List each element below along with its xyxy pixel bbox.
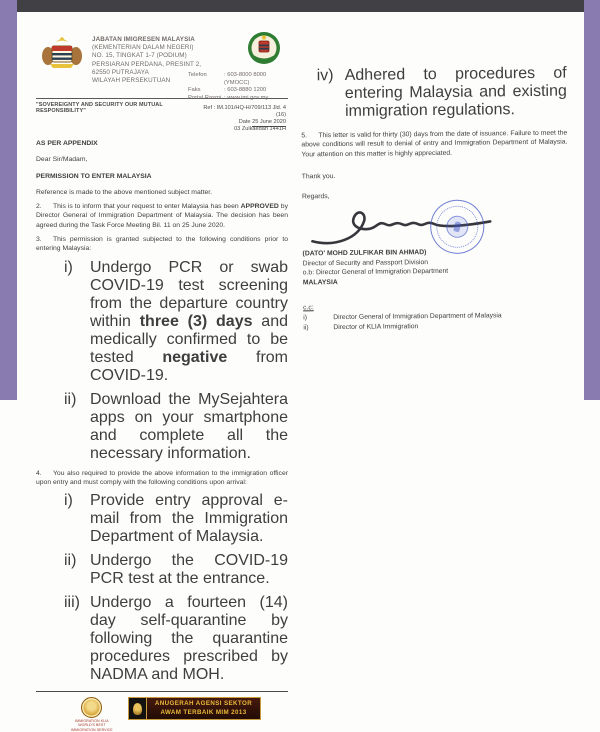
item-numeral: iv) — [316, 67, 334, 85]
regards-line: Regards, — [301, 193, 330, 201]
malaysia-coat-of-arms-icon — [40, 34, 84, 77]
cc-item-text: Director of KLIA Immigration — [333, 322, 419, 331]
contact-label: Portal Rasmi — [188, 94, 222, 101]
item-numeral: iii) — [64, 594, 80, 612]
agency-name: JABATAN IMIGRESEN MALAYSIA — [92, 36, 195, 43]
item-numeral: i) — [64, 492, 73, 510]
cc-label: c.c: — [303, 304, 314, 312]
item-numeral: ii) — [303, 324, 309, 332]
item-text: Undergo the COVID-19 PCR test at the entrance. — [90, 552, 288, 588]
award-seal — [63, 697, 121, 732]
agency-line: NO. 15, TINGKAT 1-7 (PODIUM) — [92, 52, 187, 60]
signatory-title: o.b: Director General of Immigration Department — [302, 268, 449, 277]
paragraph-5 — [301, 129, 567, 160]
item-text: Provide entry approval e-mail from the Immigration Department of Malaysia. — [90, 492, 288, 546]
condition-item-iv — [317, 65, 568, 122]
paragraph-number: 2. — [36, 203, 42, 211]
agency-line: PERSIARAN PERDANA, PRESINT 2, — [92, 60, 202, 68]
paragraph-1: Reference is made to the above mentioned subject matter. — [36, 188, 213, 196]
date-value: 25 June 2020 — [252, 119, 286, 125]
purple-frame-left — [0, 0, 17, 400]
contact-value: : 603-8880 1200 — [224, 87, 286, 95]
date-label: Date — [238, 119, 251, 125]
paragraph-text: This letter is valid for thirty (30) days from the date of issuance. Failure to meet the above conditions will result to denial of entry and Immigration Department of Malaysia. Your attention on this matter is highly appreciated. — [301, 129, 568, 158]
negative-emphasis: negative — [162, 348, 228, 366]
item-text — [90, 259, 288, 385]
item-numeral: ii) — [64, 390, 77, 408]
seal-caption-line: WORLD'S BEST — [78, 723, 106, 728]
paragraph-text: You also required to provide the above information to the immigration officer upon entry and must comply with the following conditions upon arrival: — [36, 469, 288, 486]
gold-seal-icon — [81, 697, 102, 718]
contact-value: : www.imi.gov.my — [224, 95, 286, 103]
paragraph-4 — [36, 469, 288, 488]
award-banner-line: AWAM TERBAIK MIM 2013 — [160, 708, 247, 716]
arrival-item-ii — [64, 552, 288, 588]
seal-caption-line: IMMIGRATION KLIA — [75, 719, 109, 724]
letterhead — [36, 30, 288, 101]
contact-row — [188, 87, 286, 95]
contact-label: Faks — [188, 87, 201, 94]
arrival-item-iii — [64, 594, 288, 684]
agency-line: 62550 PUTRAJAYA — [92, 68, 149, 76]
award-banner-emblem-icon — [129, 698, 147, 719]
contact-block — [188, 72, 286, 102]
paragraph-number: 5. — [301, 132, 308, 140]
item-numeral: ii) — [64, 552, 77, 570]
paragraph-number: 4. — [36, 469, 42, 477]
item-numeral: i) — [303, 314, 308, 322]
agency-line: (KEMENTERIAN DALAM NEGERI) — [92, 44, 194, 52]
letter-page-left — [36, 30, 288, 732]
item-text-part: Undergo PCR or swab COVID-19 test screening from the departure country within — [90, 258, 288, 330]
award-banner — [128, 697, 261, 720]
paragraph-2 — [36, 202, 288, 230]
reference-block — [200, 105, 288, 133]
letter-date — [200, 119, 286, 126]
reference-number: Ref : IM.101/HQ-H/709/113 Jld. 4 (16) — [203, 105, 286, 118]
page-footer — [36, 691, 288, 732]
item-text: Download the MySejahtera apps on your smartphone and complete all the necessary information. — [90, 390, 288, 462]
item-text-part: and medically confirmed to be tested — [90, 312, 288, 366]
motto-ref-row — [36, 101, 288, 133]
appendix-note: AS PER APPENDIX — [36, 140, 98, 147]
item-text: Adhered to procedures of entering Malaysia and existing immigration regulations. — [344, 64, 567, 120]
dark-top-bar — [17, 0, 584, 12]
item-text: Undergo a fourteen (14) day self-quarantine by following the quarantine procedures prescribed by NADMA and MOH. — [90, 594, 288, 684]
signatory-country: MALAYSIA — [302, 278, 338, 287]
three-days-emphasis: three (3) days — [139, 312, 253, 330]
salutation: Dear Sir/Madam, — [36, 156, 88, 164]
purple-frame-right — [584, 0, 600, 400]
approved-emphasis: APPROVED — [240, 203, 279, 211]
contact-label: Telefon — [188, 72, 207, 78]
arrival-item-i — [64, 492, 288, 546]
award-banner-line: ANUGERAH AGENSI SEKTOR — [154, 700, 253, 708]
contact-value: : 603-8000 8000 (YMOCC) — [224, 72, 286, 87]
cc-block — [303, 301, 569, 333]
condition-item-i — [64, 259, 288, 385]
signature-zone — [302, 201, 568, 250]
seal-caption — [63, 719, 121, 732]
item-text-part: from COVID-19. — [90, 348, 288, 384]
cc-item — [303, 320, 569, 332]
immigration-department-logo-icon — [246, 30, 282, 71]
paragraph-text: This is to inform that your request to enter Malaysia has been — [53, 203, 241, 211]
agency-line: WILAYAH PERSEKUTUAN — [92, 77, 171, 85]
agency-address — [92, 36, 201, 85]
condition-item-ii — [64, 391, 288, 463]
paragraph-text: by Director General of Immigration Department of Malaysia. The decision has been agreed during the Task Force Meeting Bil. 11 on 25 June 2020. — [36, 203, 288, 229]
contact-row — [188, 72, 286, 87]
hijri-date: 03 Zulkaedah 1441H — [234, 126, 286, 132]
thank-you-line: Thank you. — [301, 172, 336, 181]
signatory-title: Director of Security and Passport Division — [302, 258, 429, 268]
subject-line: PERMISSION TO ENTER MALAYSIA — [36, 172, 152, 180]
paragraph-text: This permission is granted subjected to the following conditions prior to entering Malaysia: — [36, 236, 288, 253]
motto-text: "SOVEREIGNTY AND SECURITY OUR MUTUAL RESPONSIBILITY" — [36, 102, 163, 114]
signatory-block — [303, 247, 569, 287]
letter-page-right — [301, 65, 570, 338]
item-numeral: i) — [64, 258, 73, 276]
paragraph-3 — [36, 235, 288, 254]
cc-item-text: Director General of Immigration Department of Malaysia — [333, 312, 502, 322]
signatory-name: (DATO' MOHD ZULFIKAR BIN AHMAD) — [302, 249, 427, 258]
paragraph-number: 3. — [36, 236, 42, 244]
award-banner-text — [147, 698, 260, 719]
seal-caption-line: IMMIGRATION SERVICE — [71, 727, 113, 732]
contact-row — [188, 95, 286, 103]
